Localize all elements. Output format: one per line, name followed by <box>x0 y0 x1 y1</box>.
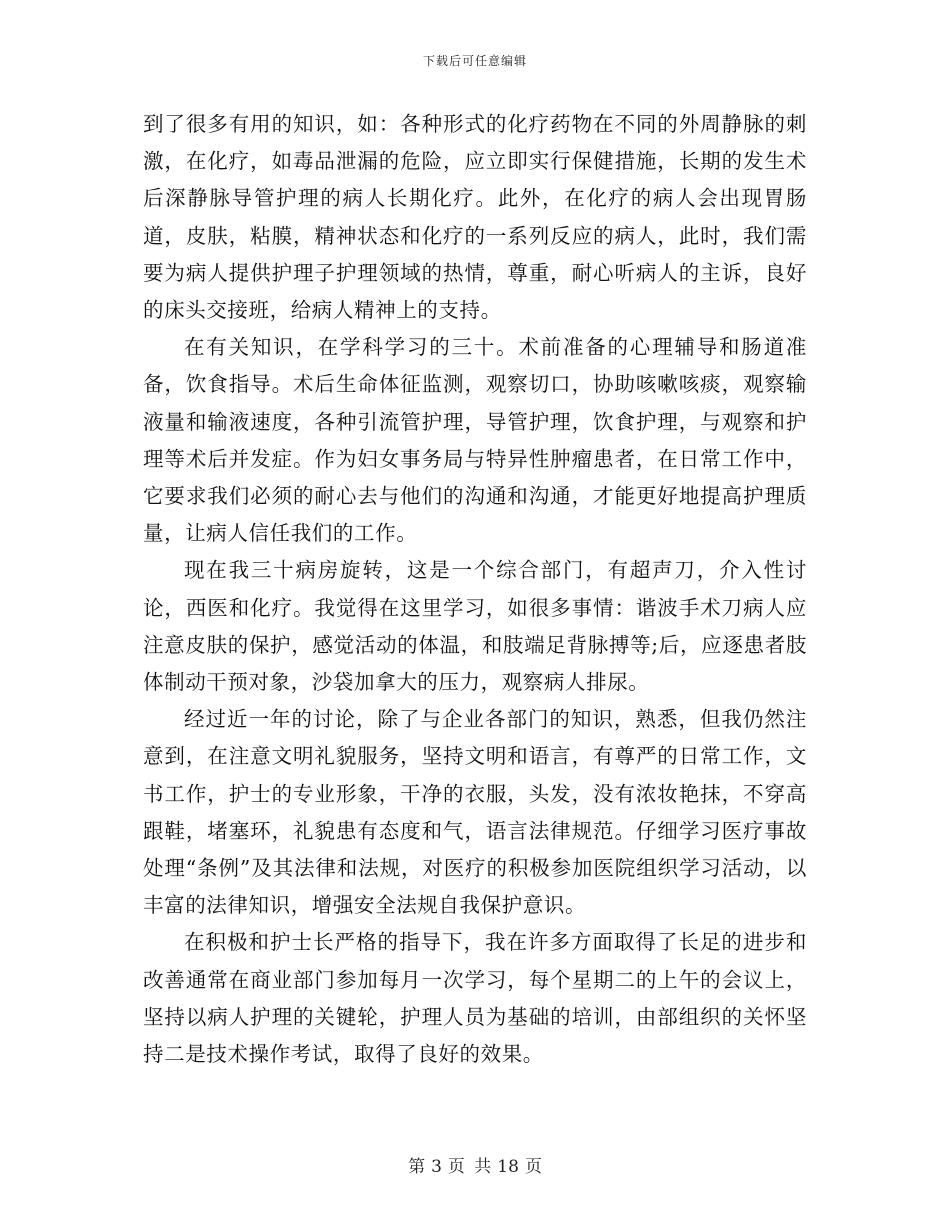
paragraph-2: 在有关知识，在学科学习的三十。术前准备的心理辅导和肠道准备，饮食指导。术后生命体征监测，观察切口，协助咳嗽咳痰，观察输液量和输液速度，各种引流管护理，导管护理，饮食护理，与观察和护理等术后并发症。作为妇女事务局与特异性肿瘤患者，在日常工作中，它要求我们必须的耐心去与他们的沟通和沟通，才能更好地提高护理质量，让病人信任我们的工作。 <box>143 335 807 546</box>
paragraph-5: 在积极和护士长严格的指导下，我在许多方面取得了长足的进步和改善通常在商业部门参加每月一次学习，每个星期二的上午的会议上，坚持以病人护理的关键轮，护理人员为基础的培训，由部组织的关怀坚持二是技术操作考试，取得了良好的效果。 <box>143 930 807 1067</box>
paragraph-4: 经过近一年的讨论，除了与企业各部门的知识，熟悉，但我仍然注意到，在注意文明礼貌服务，坚持文明和语言，有尊严的日常工作，文书工作，护士的专业形象，干净的衣服，头发，没有浓妆艳抹，不穿高跟鞋，堵塞环，礼貌患有态度和气，语言法律规范。仔细学习医疗事故处理“条例”及其法律和法规，对医疗的积极参加医院组织学习活动，以丰富的法律知识，增强安全法规自我保护意识。 <box>143 707 807 918</box>
page-header: 下载后可任意编辑 <box>422 54 527 68</box>
page-footer <box>0 1152 950 1177</box>
paragraph-3: 现在我三十病房旋转，这是一个综合部门，有超声刀，介入性讨论，西医和化疗。我觉得在这里学习，如很多事情：谐波手术刀病人应注意皮肤的保护，感觉活动的体温，和肢端足背脉搏等;后，应逐患者肢体制动干预对象，沙袋加拿大的压力，观察病人排尿。 <box>143 558 807 695</box>
total-pages: 18 <box>497 1157 519 1177</box>
page-label-prefix: 第 <box>408 1157 426 1177</box>
page-label-mid: 页 共 <box>447 1157 492 1177</box>
paragraph-1: 到了很多有用的知识，如：各种形式的化疗药物在不同的外周静脉的刺激，在化疗，如毒品泄漏的危险，应立即实行保健措施，长期的发生术后深静脉导管护理的病人长期化疗。此外，在化疗的病人会出现胃肠道，皮肤，粘膜，精神状态和化疗的一系列反应的病人，此时，我们需要为病人提供护理子护理领域的热情，尊重，耐心听病人的主诉，良好的床头交接班，给病人精神上的支持。 <box>143 112 807 323</box>
page-number: 3 <box>431 1157 442 1177</box>
page-label-suffix: 页 <box>524 1157 542 1177</box>
document-body <box>143 106 807 1073</box>
